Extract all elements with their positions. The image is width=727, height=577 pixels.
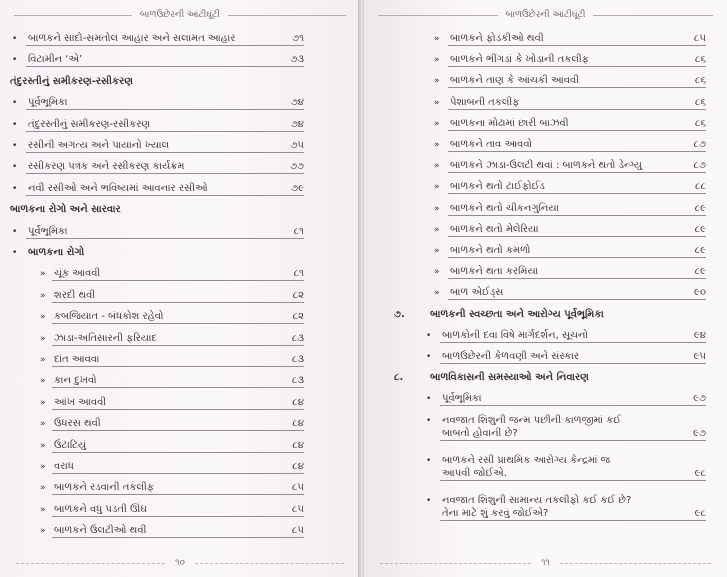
- sub-bullet-marker: »: [434, 246, 440, 256]
- sub-bullet-marker: »: [40, 333, 46, 344]
- sub-bullet-marker: »: [40, 504, 46, 515]
- section-heading: બાળકની સ્વચ્છતા અને આરોગ્ય પૂર્વભૂમિકા: [430, 308, 604, 320]
- toc-entry-title-continued: તેના માટે શું કરવું જોઈએ?: [442, 507, 549, 519]
- toc-entry-title: પેશાબની તકલીફ: [450, 96, 520, 108]
- toc-page-number: ૭૭: [290, 161, 304, 173]
- toc-entry-title: બાળકને થતો કમળો: [450, 245, 531, 256]
- leader-rule: [52, 387, 304, 388]
- sub-bullet-marker: »: [434, 224, 440, 235]
- toc-page-number: ૮૭: [693, 139, 706, 150]
- toc-page-number: ૮૬: [694, 96, 706, 108]
- leader-rule: [26, 66, 304, 67]
- toc-page-number: ૮૭: [693, 160, 706, 172]
- toc-page-number: ૭૪: [290, 118, 304, 130]
- toc-entry-title: વિટામીન ‘એ’: [28, 54, 83, 66]
- subsection-heading: બાળકના રોગો: [28, 247, 85, 258]
- toc-page-number: ૮૬: [694, 54, 706, 66]
- toc-entry-title: બાળ એઈડ્સ: [450, 287, 504, 299]
- section-heading: બાળવિકાસની સમસ્યાઓ અને નિવારણ: [430, 372, 589, 384]
- toc-page-number: ૯૭: [693, 427, 706, 439]
- leader-rule: [448, 45, 706, 46]
- footer-rule: [380, 563, 531, 564]
- header-rule: [228, 15, 346, 16]
- toc-entry-title: વરાધ: [54, 461, 74, 472]
- leader-rule: [52, 366, 304, 367]
- toc-entry-title: નવી રસીઓ અને ભવિષ્યમાં આવનાર રસીઓ: [28, 182, 208, 194]
- section-number: ૮.: [394, 372, 404, 384]
- sub-bullet-marker: »: [434, 55, 440, 66]
- leader-rule: [52, 280, 304, 281]
- section-heading: તંદુરસ્તીનું સમીકરણ-રસીકરણ: [10, 75, 133, 87]
- header-rule: [14, 15, 132, 16]
- bullet-marker: •: [426, 455, 432, 466]
- section-number: ૭.: [394, 308, 405, 320]
- leader-rule: [52, 345, 304, 346]
- leader-rule: [448, 130, 706, 131]
- toc-page-number: ૮૬: [694, 75, 706, 87]
- toc-entry-title: પૂર્વભૂમિકા: [28, 97, 68, 109]
- toc-page-number: ૮૨: [292, 289, 304, 301]
- leader-rule: [448, 172, 706, 173]
- toc-page-number: ૮૬: [694, 117, 706, 129]
- toc-entry-title: બાળકને ફોડકીઓ થવી: [450, 33, 544, 44]
- toc-page-number: ૮૪: [292, 418, 304, 430]
- toc-page-number: ૮૩: [291, 375, 304, 387]
- toc-entry-title: પૂર્વભૂમિકા: [442, 393, 482, 405]
- toc-page-number: ૮૪: [292, 461, 304, 472]
- leader-rule: [52, 516, 304, 517]
- footer-rule: [560, 563, 711, 564]
- leader-rule: [26, 109, 304, 110]
- sub-bullet-marker: »: [434, 118, 440, 129]
- toc-entry-title: દાંત આવવા: [54, 354, 100, 365]
- sub-bullet-marker: »: [40, 269, 46, 280]
- toc-page-number: ૮૩: [291, 332, 304, 344]
- toc-entry-title: તંદુરસ્તીનું સમીકરણ-રસીકરણ: [28, 118, 151, 130]
- right-running-header: [364, 8, 727, 22]
- toc-page-number: ૮૪: [292, 439, 304, 451]
- leader-rule: [52, 473, 304, 474]
- leader-rule: [448, 66, 706, 67]
- sub-bullet-marker: »: [40, 526, 46, 537]
- toc-page-number: ૮૯: [694, 245, 706, 256]
- toc-page-number: ૭૧: [292, 33, 304, 44]
- leader-rule: [448, 193, 706, 194]
- sub-bullet-marker: »: [40, 355, 46, 365]
- toc-entry-title: બાળકને થતો ટાઈફોઈડ: [450, 181, 545, 193]
- toc-page-number: ૮૮: [695, 181, 706, 193]
- leader-rule: [448, 278, 706, 279]
- leader-rule: [440, 363, 706, 364]
- bullet-marker: •: [426, 330, 432, 341]
- toc-entry-title: ઝાડા-અતિસારની ફરિયાદ: [54, 332, 157, 344]
- sub-bullet-marker: »: [40, 440, 46, 451]
- bullet-marker: •: [12, 183, 18, 194]
- toc-entry-title: પૂર્વભૂમિકા: [28, 225, 68, 237]
- toc-entry-title: બાળકને રડવાની તકલીફ: [54, 482, 155, 494]
- toc-page-number: ૭૪: [290, 97, 304, 109]
- toc-page-number: ૮૨: [292, 311, 304, 323]
- toc-entry-title: બાળકને થતો મેલેરિયા: [450, 223, 539, 235]
- left-page-number: ૧૦: [175, 558, 185, 568]
- toc-entry-title: નવજાત શિશુની જન્મ પછીની કાળજીમાં કઈ: [442, 414, 621, 426]
- sub-bullet-marker: »: [434, 140, 440, 150]
- leader-rule: [448, 87, 706, 88]
- bullet-marker: •: [426, 394, 432, 405]
- sub-bullet-marker: »: [434, 267, 440, 278]
- toc-page-number: ૮૧: [293, 225, 304, 237]
- bullet-marker: •: [12, 226, 18, 237]
- toc-page-number: ૭૩: [290, 54, 304, 66]
- leader-rule: [440, 520, 706, 521]
- leader-rule: [448, 257, 706, 258]
- toc-entry-title: ઉધરસ થવી: [54, 418, 101, 430]
- toc-page-number: ૮૯: [694, 266, 706, 278]
- leader-rule: [26, 131, 304, 132]
- toc-page-number: ૮૩: [291, 354, 304, 365]
- leader-rule: [440, 440, 706, 441]
- leader-rule: [440, 342, 706, 343]
- leader-rule: [52, 537, 304, 538]
- leader-rule: [26, 238, 304, 239]
- bullet-marker: •: [12, 141, 18, 151]
- leader-rule: [448, 215, 706, 216]
- toc-entry-title: ચૂંક આવવી: [54, 268, 101, 280]
- toc-entry-title-continued: આપવી જોઈએ.: [442, 467, 507, 479]
- sub-bullet-marker: »: [434, 203, 440, 214]
- toc-page-number: ૮૯: [694, 223, 706, 235]
- toc-page-number: ૮૯: [694, 202, 706, 214]
- bullet-marker: •: [12, 55, 18, 66]
- toc-entry-title: રસીની અગત્ય અને પાયાનો ખ્યાલ: [28, 140, 170, 151]
- sub-bullet-marker: »: [40, 397, 46, 408]
- toc-page-number: ૯૪: [693, 329, 706, 341]
- right-header-title: બાળઉછેરની આંટીઘૂંટી: [505, 10, 586, 20]
- toc-entry-title: બાળકના મોઢામાં છારી બાઝવી: [450, 117, 569, 129]
- toc-entry-title: બાળકને ભીંગડાં કે ખોડાની તકલીફ: [450, 54, 589, 66]
- toc-entry-title: બાળકોની દવા વિષે માર્ગદર્શન, સૂચનો: [442, 329, 589, 341]
- bullet-marker: •: [12, 162, 18, 173]
- toc-entry-title: કબજિયાત - બંધકોશ રહેવો: [54, 311, 164, 323]
- toc-entry-title-continued: બાબતો હોવાની છે?: [442, 427, 518, 439]
- left-footer: [0, 557, 360, 569]
- toc-entry-title: બાળકને થતા કરમિયા: [450, 266, 539, 278]
- toc-entry-title: બાળકને સાદો-સમતોલ આહાર અને સલામત આહાર: [28, 33, 236, 44]
- right-page-number: ૧૧: [541, 558, 550, 568]
- bullet-marker: •: [426, 495, 432, 506]
- toc-page-number: ૭૯: [291, 182, 304, 194]
- footer-rule: [195, 563, 344, 564]
- toc-entry-title: નવજાત શિશુની સામાન્ય તકલીફો કઈ કઈ છે?: [442, 494, 632, 506]
- toc-page-number: ૭૫: [290, 140, 304, 151]
- header-rule: [378, 15, 498, 16]
- toc-page-number: ૯૦: [694, 287, 706, 299]
- sub-bullet-marker: »: [40, 376, 46, 387]
- toc-entry-title: બાળકને થતો ચીકનગુનિયા: [450, 202, 559, 214]
- toc-page-number: ૮૪: [292, 396, 304, 408]
- section-heading: બાળકના રોગો અને સારવાર: [10, 204, 121, 216]
- leader-rule: [52, 430, 304, 431]
- bullet-marker: •: [12, 248, 18, 258]
- toc-page-number: ૯૭: [693, 393, 706, 405]
- sub-bullet-marker: »: [434, 288, 440, 299]
- leader-rule: [52, 452, 304, 453]
- leader-rule: [448, 109, 706, 110]
- left-running-header: [0, 8, 360, 22]
- sub-bullet-marker: »: [434, 76, 440, 87]
- sub-bullet-marker: »: [40, 312, 46, 323]
- right-footer: [364, 557, 727, 569]
- leader-rule: [26, 45, 304, 46]
- toc-entry-title: ઉંટાટિયું: [54, 439, 87, 451]
- toc-entry-title: કાન દુખવો: [54, 375, 97, 387]
- toc-entry-title: શરદી થવી: [54, 289, 96, 301]
- right-page: [364, 0, 727, 577]
- leader-rule: [52, 323, 304, 324]
- sub-bullet-marker: »: [434, 182, 440, 193]
- sub-bullet-marker: »: [434, 34, 440, 44]
- footer-rule: [16, 563, 165, 564]
- toc-entry-title: બાળકને ઉલટીઓ થવી: [54, 525, 147, 537]
- bullet-marker: •: [426, 415, 432, 426]
- toc-page-number: ૮૫: [291, 525, 304, 537]
- toc-entry-title: બાળકને વધુ પડતી ઊંઘ: [54, 503, 147, 515]
- leader-rule: [52, 409, 304, 410]
- leader-rule: [52, 494, 304, 495]
- leader-rule: [448, 299, 706, 300]
- sub-bullet-marker: »: [40, 419, 46, 430]
- sub-bullet-marker: »: [434, 97, 440, 108]
- toc-entry-title: બાળકને તાવ આવવો: [450, 139, 533, 150]
- toc-entry-title: બાળકને ઝાડા-ઉલટી થવાં : બાળકને થતો ડેન્ગ્યુ: [450, 160, 642, 172]
- leader-rule: [440, 480, 706, 481]
- bullet-marker: •: [12, 34, 18, 44]
- toc-entry-title: બાળકને રસી પ્રાથમિક આરોગ્ય કેન્દ્રમાં જ: [442, 454, 611, 466]
- left-page: [0, 0, 360, 577]
- toc-page-number: ૯૮: [694, 467, 706, 479]
- toc-page-number: ૯૫: [693, 351, 706, 362]
- toc-page-number: ૮૫: [291, 482, 304, 494]
- toc-entry-title: બાળકને તાણ કે આંચકી આવવી: [450, 75, 580, 87]
- leader-rule: [440, 405, 706, 406]
- bullet-marker: •: [12, 98, 18, 109]
- leader-rule: [448, 151, 706, 152]
- sub-bullet-marker: »: [40, 483, 46, 494]
- leader-rule: [26, 195, 304, 196]
- toc-page-number: ૮૫: [291, 503, 304, 515]
- leader-rule: [26, 152, 304, 153]
- toc-page-number: ૮૧: [293, 268, 304, 280]
- bullet-marker: •: [426, 352, 432, 362]
- toc-entry-title: રસીકરણ પત્રક અને રસીકરણ કાર્યક્રમ: [28, 161, 185, 173]
- leader-rule: [448, 236, 706, 237]
- toc-page-number: ૮૫: [693, 33, 706, 44]
- leader-rule: [26, 173, 304, 174]
- sub-bullet-marker: »: [434, 161, 440, 172]
- sub-bullet-marker: »: [40, 462, 46, 472]
- toc-entry-title: બાળઉછેરની કેળવણી અને સંસ્કાર: [442, 351, 579, 362]
- leader-rule: [52, 302, 304, 303]
- toc-entry-title: આંખ આવવી: [54, 396, 107, 408]
- header-rule: [593, 15, 713, 16]
- bullet-marker: •: [12, 119, 18, 130]
- left-header-title: બાળઉછેરની આંટીઘૂંટી: [140, 10, 220, 20]
- toc-page-number: ૯૮: [694, 507, 706, 519]
- sub-bullet-marker: »: [40, 290, 46, 301]
